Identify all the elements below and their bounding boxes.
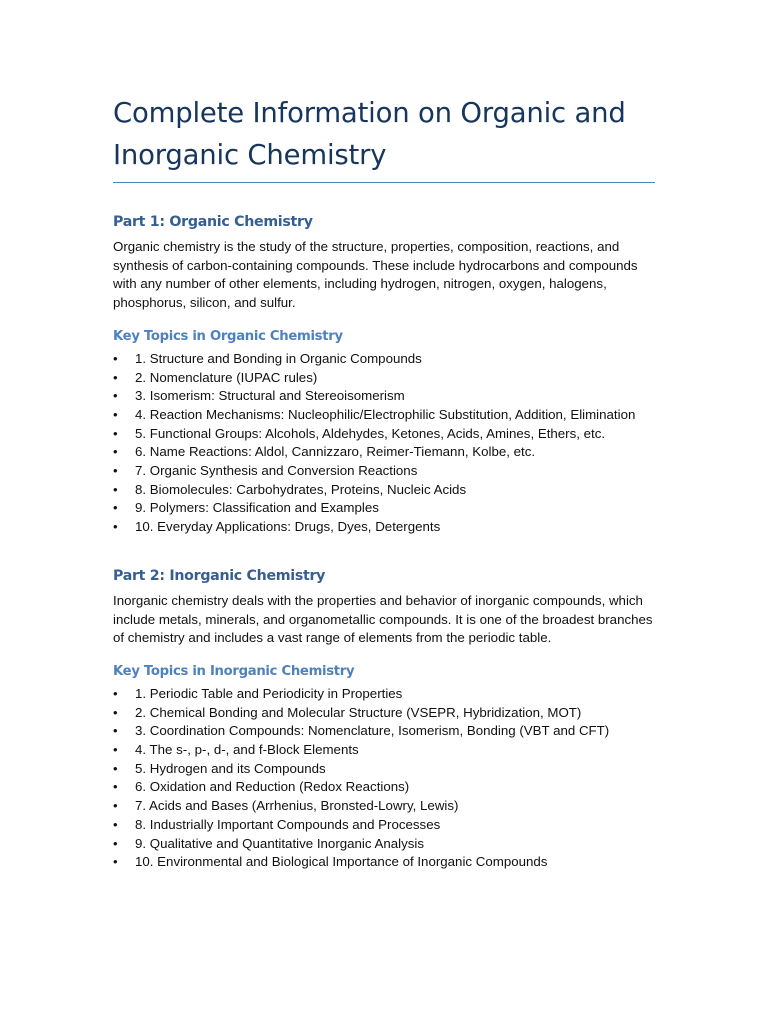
bullet-icon: • bbox=[113, 816, 118, 832]
list-item-text: 6. Name Reactions: Aldol, Cannizzaro, Reimer-Tiemann, Kolbe, etc. bbox=[135, 444, 536, 460]
bullet-icon: • bbox=[113, 444, 118, 460]
list-item-text: 5. Functional Groups: Alcohols, Aldehydes, Ketones, Acids, Amines, Ethers, etc. bbox=[135, 425, 606, 441]
organic-intro-paragraph: Organic chemistry is the study of the structure, properties, composition, reactions, and synthesis of carbon-containing compounds. These include hydrocarbons and compounds with any number of other elements, including hydrogen, nitrogen, oxygen, halogens, phosphorus, silicon, and sulfur. bbox=[113, 239, 638, 311]
bullet-icon: • bbox=[113, 481, 118, 497]
list-item-text: 3. Isomerism: Structural and Stereoisomerism bbox=[135, 388, 405, 404]
list-item-text: 9. Qualitative and Quantitative Inorganic Analysis bbox=[135, 835, 425, 851]
bullet-icon: • bbox=[113, 779, 118, 795]
key-topics-heading-inorganic: Key Topics in Inorganic Chemistry bbox=[113, 663, 355, 679]
list-item-text: 4. Reaction Mechanisms: Nucleophilic/Electrophilic Substitution, Addition, Elimination bbox=[135, 406, 636, 422]
list-item bbox=[113, 685, 655, 704]
bullet-icon: • bbox=[113, 723, 118, 739]
list-item bbox=[113, 760, 655, 779]
bullet-icon: • bbox=[113, 742, 118, 758]
list-item-text: 10. Environmental and Biological Importance of Inorganic Compounds bbox=[135, 854, 548, 870]
title-underline bbox=[113, 182, 655, 183]
list-item bbox=[113, 797, 655, 816]
list-item-text: 7. Acids and Bases (Arrhenius, Bronsted-Lowry, Lewis) bbox=[135, 798, 459, 814]
list-item-text: 10. Everyday Applications: Drugs, Dyes, Detergents bbox=[135, 519, 441, 535]
section-spacer bbox=[113, 537, 655, 566]
list-item bbox=[113, 835, 655, 854]
bullet-icon: • bbox=[113, 835, 118, 851]
list-item bbox=[113, 741, 655, 760]
bullet-icon: • bbox=[113, 350, 118, 366]
inorganic-intro-paragraph: Inorganic chemistry deals with the properties and behavior of inorganic compounds, which include metals, minerals, and organometallic compounds. It is one of the broadest branches of chemistry and includes a vast range of elements from the periodic table. bbox=[113, 592, 653, 646]
section-heading-organic: Part 1: Organic Chemistry bbox=[113, 214, 313, 230]
list-item bbox=[113, 406, 655, 425]
list-item bbox=[113, 722, 655, 741]
list-item-text: 5. Hydrogen and its Compounds bbox=[135, 760, 326, 776]
list-item-text: 3. Coordination Compounds: Nomenclature, Isomerism, Bonding (VBT and CFT) bbox=[135, 723, 610, 739]
bullet-icon: • bbox=[113, 798, 118, 814]
list-item-text: 2. Chemical Bonding and Molecular Structure (VSEPR, Hybridization, MOT) bbox=[135, 704, 582, 720]
bullet-icon: • bbox=[113, 685, 118, 701]
list-item bbox=[113, 443, 655, 462]
list-item bbox=[113, 425, 655, 444]
list-item-text: 8. Biomolecules: Carbohydrates, Proteins, Nucleic Acids bbox=[135, 481, 467, 497]
list-item-text: 2. Nomenclature (IUPAC rules) bbox=[135, 369, 318, 385]
list-item-text: 1. Periodic Table and Periodicity in Properties bbox=[135, 685, 403, 701]
list-item bbox=[113, 816, 655, 835]
bullet-icon: • bbox=[113, 369, 118, 385]
list-item bbox=[113, 853, 655, 872]
list-item-text: 7. Organic Synthesis and Conversion Reactions bbox=[135, 463, 418, 479]
bullet-icon: • bbox=[113, 854, 118, 870]
section-organic bbox=[113, 212, 655, 537]
bullet-icon: • bbox=[113, 760, 118, 776]
section-heading-inorganic: Part 2: Inorganic Chemistry bbox=[113, 567, 326, 584]
list-item-text: 8. Industrially Important Compounds and Processes bbox=[135, 816, 441, 832]
bullet-icon: • bbox=[113, 519, 118, 535]
list-item bbox=[113, 350, 655, 369]
list-item-text: 4. The s-, p-, d-, and f-Block Elements bbox=[135, 742, 359, 758]
list-item bbox=[113, 518, 655, 537]
key-topics-heading-organic: Key Topics in Organic Chemistry bbox=[113, 328, 343, 344]
list-item bbox=[113, 462, 655, 481]
list-item bbox=[113, 387, 655, 406]
list-item bbox=[113, 704, 655, 723]
list-item-text: 9. Polymers: Classification and Examples bbox=[135, 500, 379, 516]
bullet-icon: • bbox=[113, 704, 118, 720]
bullet-icon: • bbox=[113, 388, 118, 404]
list-item bbox=[113, 778, 655, 797]
document-page bbox=[113, 92, 655, 872]
list-item-text: 6. Oxidation and Reduction (Redox Reactions) bbox=[135, 779, 410, 795]
organic-topics-list bbox=[113, 350, 655, 537]
bullet-icon: • bbox=[113, 463, 118, 479]
list-item bbox=[113, 369, 655, 388]
document-title: Complete Information on Organic and Inorganic Chemistry bbox=[113, 97, 626, 171]
bullet-icon: • bbox=[113, 500, 118, 516]
list-item-text: 1. Structure and Bonding in Organic Compounds bbox=[135, 350, 422, 366]
list-item bbox=[113, 481, 655, 500]
bullet-icon: • bbox=[113, 425, 118, 441]
bullet-icon: • bbox=[113, 406, 118, 422]
section-inorganic bbox=[113, 566, 655, 872]
inorganic-topics-list bbox=[113, 685, 655, 872]
list-item bbox=[113, 499, 655, 518]
